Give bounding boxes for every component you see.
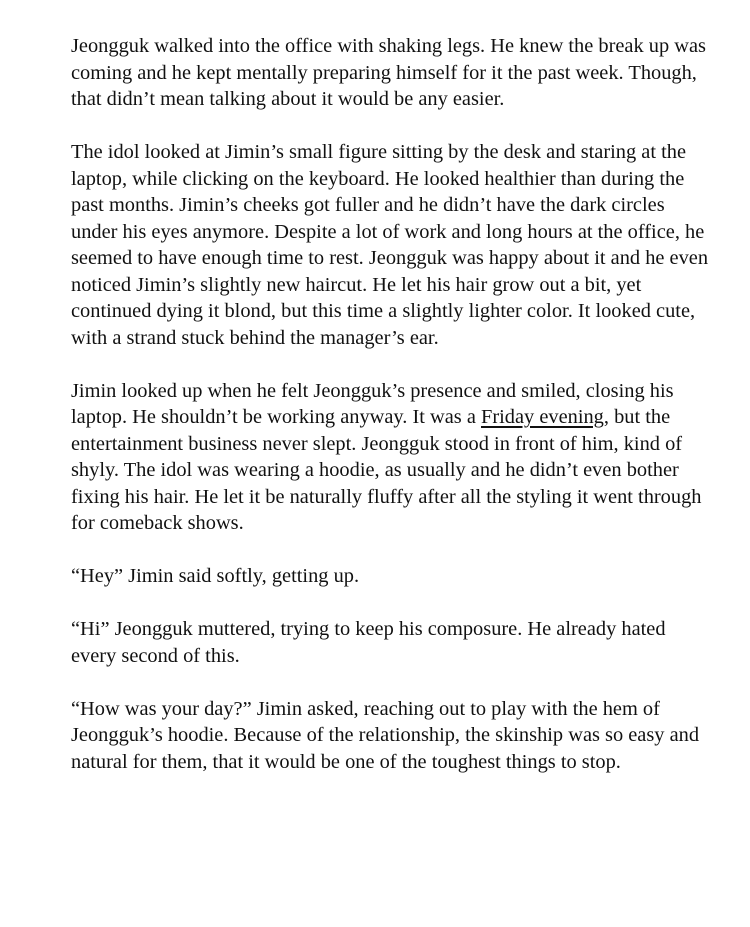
paragraph-6: “How was your day?” Jimin asked, reaching out to play with the hem of Jeongguk’s hoodie. Because of the relationship, the skinship was so easy and natural for them, that it would be one of the toughest things to stop.: [71, 697, 700, 773]
paragraph-4: “Hey” Jimin said softly, getting up.: [71, 565, 360, 587]
friday-evening-link[interactable]: Friday evening: [481, 406, 604, 428]
paragraph-1: Jeongguk walked into the office with shaking legs. He knew the break up was coming and he kept mentally preparing himself for it the past week. Though, that didn’t mean talking about it would be any easier.: [71, 35, 706, 110]
story-text: [71, 33, 711, 775]
paragraph-3-end: , but the entertainment business never slept. Jeongguk stood in front of him, kind of shyly. The idol was wearing a hoodie, as usually and he didn’t even bother fixing his hair. He let it be naturally fluffy after all the styling it went through for comeback shows.: [71, 406, 702, 534]
paragraph-3-start: Jimin looked up when he felt Jeongguk’s presence and smiled, closing his laptop. He shouldn’t be working anyway. It was a: [71, 379, 674, 428]
paragraph-3: [71, 378, 711, 537]
paragraph-5: “Hi” Jeongguk muttered, trying to keep his composure. He already hated every second of this.: [71, 618, 666, 667]
paragraph-2: The idol looked at Jimin’s small figure sitting by the desk and staring at the laptop, while clicking on the keyboard. He looked healthier than during the past months. Jimin’s cheeks got fuller and he didn’t have the dark circles under his eyes anymore. Despite a lot of work and long hours at the office, he seemed to have enough time to rest. Jeongguk was happy about it and he even noticed Jimin’s slightly new haircut. He let his hair grow out a bit, yet continued dying it blond, but this time a slightly lighter color. It looked cute, with a strand stuck behind the manager’s ear.: [71, 141, 709, 349]
